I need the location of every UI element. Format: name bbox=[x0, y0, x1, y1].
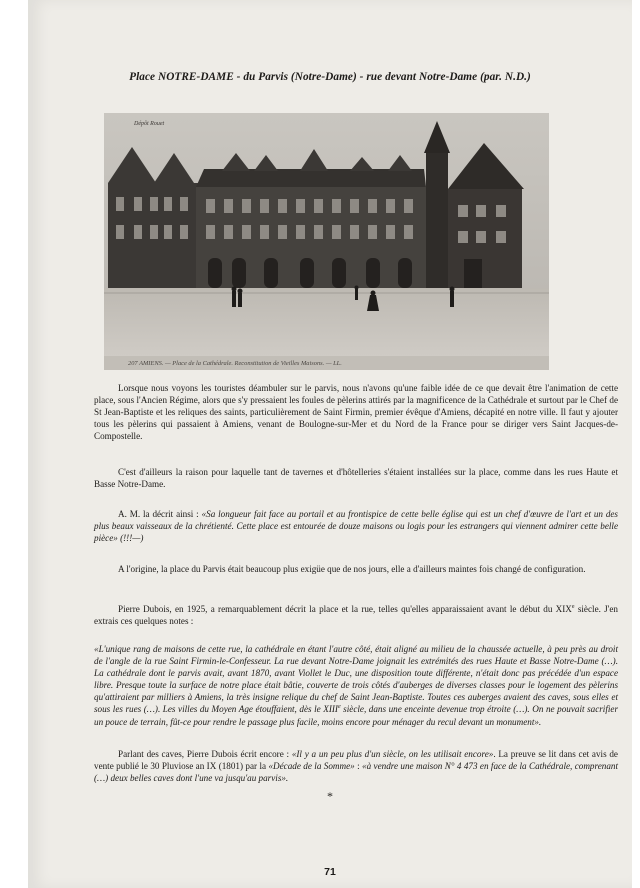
page-heading: Place NOTRE-DAME - du Parvis (Notre-Dame) - rue devant Notre-Dame (par. N.D.) bbox=[129, 71, 531, 83]
photo-stamp: Dépôt Rouet bbox=[134, 121, 165, 127]
paragraph-taverns: C'est d'ailleurs la raison pour laquelle tant de tavernes et d'hôtelleries s'étaient installées sur la place, comme dans les rues Haute et Basse Notre-Dame. bbox=[94, 467, 618, 490]
quote-dubois: «L'unique rang de maisons de cette rue, la cathédrale en étant l'autre côté, était aligné au milieu de la chaussée actuelle, à peu près au droit de l'angle de la rue Saint Firmin-le-Confesseur. La rue devant Notre-Dame joignait les extrémités des rues Haute et Basse Notre-Dame (…). La cathédrale dont le parvis avait, avant 1870, avant Viollet le Duc, une disposition toute différente, n'était donc pas précédée d'un espace libre. Presque toute la surface de notre place était bâtie, couverte de trois côtés d'auberges de diverses classes pour le logement des pèlerins qu'attiraient par milliers à Amiens, la très insigne relique du chef de Saint Jean-Baptiste. Toutes ces auberges avaient des caves, sous elles et sous les rues (…). Les villes du Moyen Age étouffaient, dès le XIIIe siècle, dans une enceinte devenue trop étroite (…). On ne pouvait sacrifier un pouce de terrain, fût-ce pour rendre le passage plus facile, moins encore pour ménager du recul devant un monument». bbox=[94, 644, 618, 727]
paragraph-origin: A l'origine, la place du Parvis était beaucoup plus exigüe que de nos jours, elle a d'ailleurs maintes fois changé de configuration. bbox=[118, 564, 586, 574]
section-separator: * bbox=[327, 789, 333, 803]
paragraph-dubois-intro: Pierre Dubois, en 1925, a remarquablement décrit la place et la rue, telles qu'elles apparaissaient avant le début du XIXe siècle. J'en extrais ces quelques notes : bbox=[94, 603, 618, 627]
paragraph-am-description: A. M. la décrit ainsi : «Sa longueur fait face au portail et au frontispice de cette belle église qui est un chef d'œuvre de l'art et un des plus beaux vaisseaux de la chrétienté. Cette place est entourée de douze maisons ou logis pour les estrangers qui viennent admirer cette belle pièce» (!!!—) bbox=[94, 509, 618, 544]
paragraph-pilgrims: Lorsque nous voyons les touristes déambuler sur le parvis, nous n'avons qu'une faible idée de ce que devait être l'animation de cette place, sous l'Ancien Régime, alors que s'y pressaient les foules de pèlerins attirés par la magnificence de la Cathédrale et surtout par le Chef de St Jean-Baptiste et les reliques des saints, particulièrement de Saint Firmin, premier évêque d'Amiens, décapité en notre ville. Il faut y ajouter tous les pèlerins qui passaient à Amiens, venant de Boulogne-sur-Mer et du Nord de la France pour se diriger vers Saint Jacques-de-Compostelle. bbox=[94, 383, 618, 442]
paragraph-caves: Parlant des caves, Pierre Dubois écrit encore : «Il y a un peu plus d'un siècle, on les utilisait encore». La preuve se lit dans cet avis de vente publié le 30 Pluviose an IX (1801) par la «Décade de la Somme» : «à vendre une maison N° 4 473 en face de la Cathédrale, comprenant (…) deux belles caves dont l'une va jusqu'au parvis». bbox=[94, 749, 618, 784]
book-page bbox=[28, 0, 632, 888]
photo-caption: 207 AMIENS. — Place de la Cathédrale. Reconstitution de Vieilles Maisons. — LL. bbox=[128, 360, 342, 367]
page-number: 71 bbox=[324, 866, 336, 878]
cathedral-square-photo bbox=[104, 113, 549, 370]
